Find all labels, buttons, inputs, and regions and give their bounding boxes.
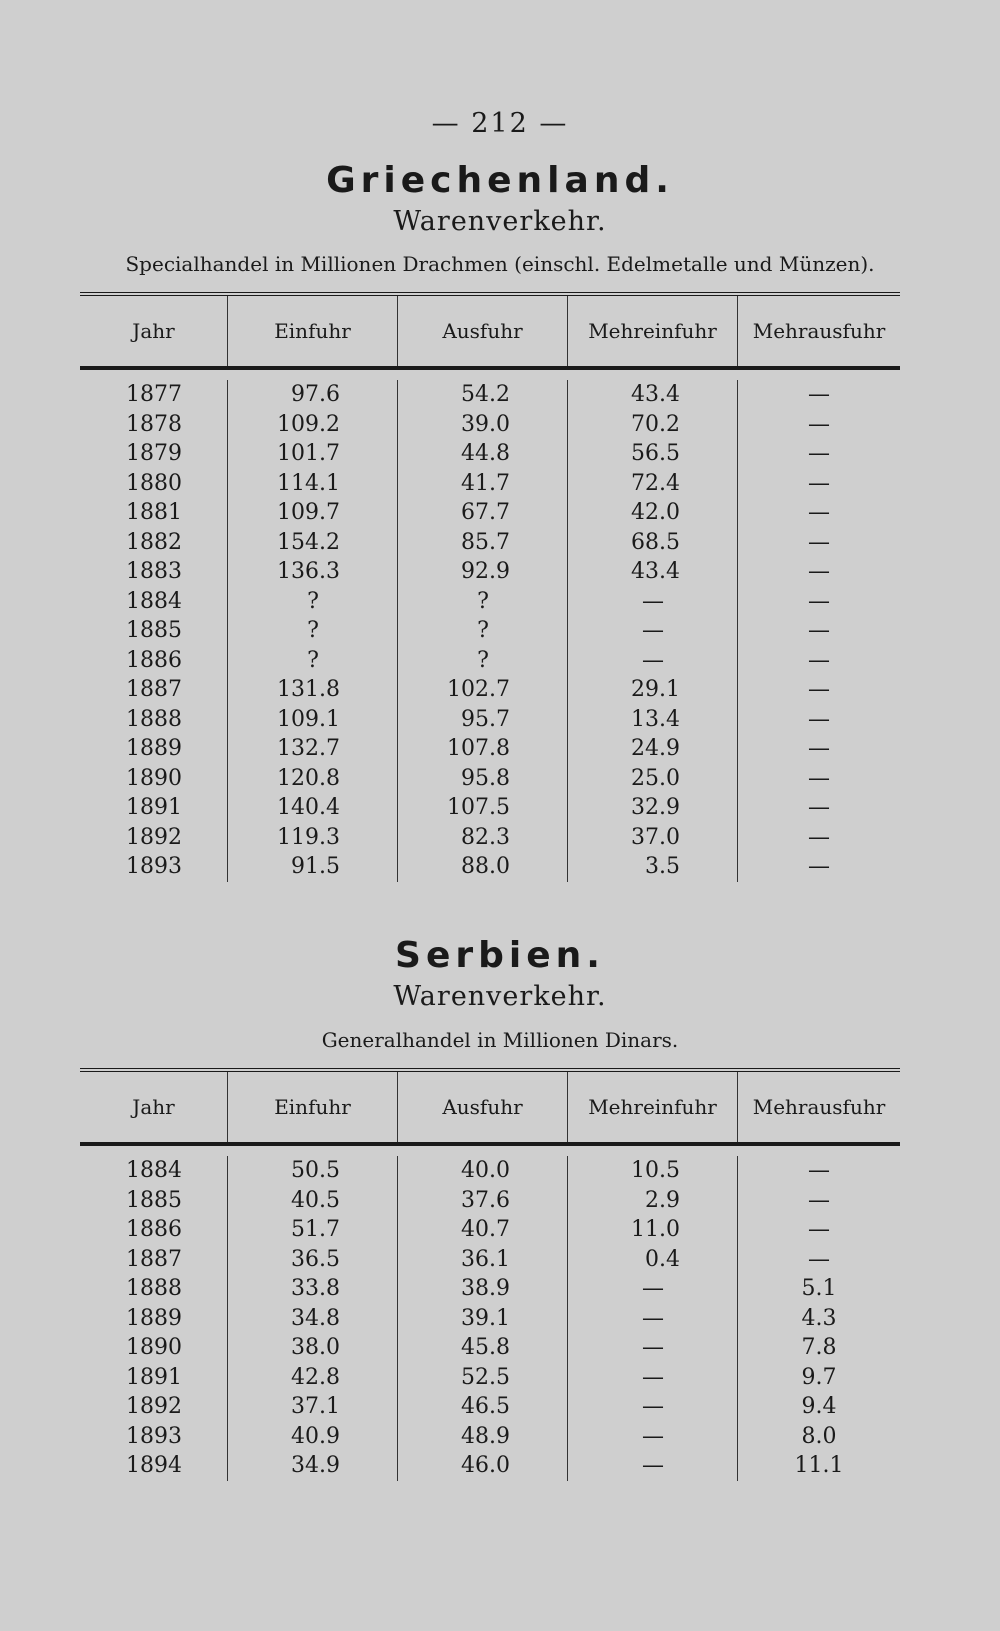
column-mehreinfuhr (567, 1156, 737, 1481)
cell-ausfuhr: 54.2 (461, 382, 510, 407)
cell-mehreinfuhr: — (642, 1394, 664, 1419)
cell-einfuhr: 37.1 (291, 1394, 340, 1419)
cell-jahr: 1885 (126, 618, 182, 643)
cell-ausfuhr: 46.0 (461, 1453, 510, 1478)
cell-einfuhr: 34.8 (291, 1305, 340, 1331)
column-einfuhr (227, 1156, 397, 1481)
cell-mehrausfuhr: 5.1 (801, 1276, 837, 1301)
column-mehreinfuhr (567, 380, 737, 882)
header-mehreinfuhr: Mehreinfuhr (567, 296, 737, 366)
cell-mehreinfuhr: 68.5 (631, 529, 680, 555)
cell-einfuhr: 97.6 (291, 382, 340, 407)
cell-mehreinfuhr: 0.4 (645, 1246, 680, 1272)
cell-jahr: 1891 (126, 1364, 182, 1390)
cell-mehreinfuhr: — (642, 1423, 664, 1449)
column-ausfuhr (397, 380, 567, 882)
cell-ausfuhr: 88.0 (461, 854, 510, 879)
cell-mehreinfuhr: — (642, 1335, 664, 1360)
cell-mehreinfuhr: 32.9 (631, 795, 680, 820)
cell-einfuhr: 154.2 (277, 529, 340, 555)
column-einfuhr (227, 380, 397, 882)
cell-ausfuhr: 102.7 (447, 677, 510, 702)
cell-einfuhr: 109.7 (277, 500, 340, 525)
section-caption-serbia: Generalhandel in Millionen Dinars. (321, 1028, 679, 1052)
cell-ausfuhr: 40.0 (461, 1158, 510, 1183)
cell-mehreinfuhr: 29.1 (631, 677, 680, 702)
cell-mehrausfuhr: — (808, 1217, 830, 1242)
cell-einfuhr: 91.5 (291, 854, 340, 879)
cell-jahr: 1884 (126, 1158, 182, 1183)
cell-jahr: 1887 (126, 677, 182, 702)
cell-einfuhr: 36.5 (291, 1246, 340, 1272)
cell-einfuhr: 101.7 (277, 441, 340, 466)
cell-ausfuhr: 48.9 (461, 1423, 510, 1449)
cell-einfuhr: 50.5 (291, 1158, 340, 1183)
header-einfuhr: Einfuhr (227, 1072, 397, 1142)
cell-einfuhr: ? (307, 618, 319, 643)
section-title-greece: Griechenland. (326, 160, 674, 201)
cell-einfuhr: ? (307, 588, 319, 614)
cell-jahr: 1888 (126, 706, 182, 732)
cell-jahr: 1890 (126, 765, 182, 791)
cell-jahr: 1879 (126, 441, 182, 466)
cell-mehrausfuhr: 4.3 (801, 1305, 837, 1331)
table-body (80, 1146, 900, 1495)
cell-mehrausfuhr: 8.0 (801, 1423, 837, 1449)
section-caption-greece: Specialhandel in Millionen Drachmen (einschl. Edelmetalle und Münzen). (125, 252, 875, 276)
section-subtitle-greece: Warenverkehr. (393, 206, 607, 237)
table-serbia (80, 1068, 900, 1495)
cell-einfuhr: 120.8 (277, 765, 340, 791)
cell-ausfuhr: 82.3 (461, 824, 510, 850)
cell-mehrausfuhr: — (808, 854, 830, 879)
cell-mehrausfuhr: — (808, 1246, 830, 1272)
cell-ausfuhr: 95.8 (461, 765, 510, 791)
cell-jahr: 1889 (126, 736, 182, 761)
cell-mehreinfuhr: 37.0 (631, 824, 680, 850)
cell-ausfuhr: 95.7 (461, 706, 510, 732)
cell-ausfuhr: 38.9 (461, 1276, 510, 1301)
cell-mehreinfuhr: 70.2 (631, 411, 680, 437)
cell-mehrausfuhr: 9.7 (801, 1364, 837, 1390)
cell-mehrausfuhr: — (808, 411, 830, 437)
cell-mehrausfuhr: — (808, 529, 830, 555)
header-ausfuhr: Ausfuhr (397, 1072, 567, 1142)
table-body (80, 370, 900, 896)
cell-einfuhr: 38.0 (291, 1335, 340, 1360)
table-header (80, 1072, 900, 1146)
column-ausfuhr (397, 1156, 567, 1481)
cell-mehreinfuhr: — (642, 618, 664, 643)
cell-mehreinfuhr: 11.0 (631, 1217, 680, 1242)
cell-einfuhr: 40.9 (291, 1423, 340, 1449)
cell-mehreinfuhr: 24.9 (631, 736, 680, 761)
cell-jahr: 1892 (126, 1394, 182, 1419)
table-header (80, 296, 900, 370)
cell-jahr: 1881 (126, 500, 182, 525)
cell-einfuhr: ? (307, 647, 319, 673)
cell-einfuhr: 114.1 (277, 470, 340, 496)
cell-jahr: 1893 (126, 854, 182, 879)
cell-mehreinfuhr: — (642, 588, 664, 614)
cell-mehrausfuhr: — (808, 559, 830, 584)
cell-ausfuhr: ? (477, 588, 489, 614)
cell-mehrausfuhr: — (808, 677, 830, 702)
cell-mehreinfuhr: 2.9 (645, 1187, 680, 1213)
cell-ausfuhr: 67.7 (461, 500, 510, 525)
cell-jahr: 1894 (126, 1453, 182, 1478)
cell-mehrausfuhr: — (808, 1187, 830, 1213)
header-jahr: Jahr (132, 319, 175, 343)
cell-mehreinfuhr: — (642, 647, 664, 673)
cell-jahr: 1889 (126, 1305, 182, 1331)
cell-ausfuhr: 46.5 (461, 1394, 510, 1419)
header-jahr: Jahr (132, 1095, 175, 1119)
cell-ausfuhr: 39.0 (461, 411, 510, 437)
cell-einfuhr: 109.2 (277, 411, 340, 437)
cell-einfuhr: 109.1 (277, 706, 340, 732)
cell-mehrausfuhr: — (808, 765, 830, 791)
cell-ausfuhr: 36.1 (461, 1246, 510, 1272)
cell-jahr: 1891 (126, 795, 182, 820)
cell-mehreinfuhr: 13.4 (631, 706, 680, 732)
cell-ausfuhr: 41.7 (461, 470, 510, 496)
cell-mehreinfuhr: 25.0 (631, 765, 680, 791)
header-einfuhr: Einfuhr (227, 296, 397, 366)
cell-mehreinfuhr: — (642, 1305, 664, 1331)
cell-jahr: 1886 (126, 647, 182, 673)
section-subtitle-serbia: Warenverkehr. (393, 981, 607, 1012)
cell-jahr: 1880 (126, 470, 182, 496)
cell-mehrausfuhr: 9.4 (801, 1394, 837, 1419)
cell-einfuhr: 42.8 (291, 1364, 340, 1390)
cell-ausfuhr: 44.8 (461, 441, 510, 466)
header-mehreinfuhr: Mehreinfuhr (567, 1072, 737, 1142)
header-mehrausfuhr: Mehrausfuhr (737, 1072, 900, 1142)
cell-ausfuhr: ? (477, 618, 489, 643)
column-jahr (80, 1156, 227, 1481)
cell-einfuhr: 51.7 (291, 1217, 340, 1242)
cell-mehrausfuhr: — (808, 795, 830, 820)
cell-einfuhr: 33.8 (291, 1276, 340, 1301)
cell-mehreinfuhr: 56.5 (631, 441, 680, 466)
cell-mehrausfuhr: — (808, 706, 830, 732)
cell-ausfuhr: 107.8 (447, 736, 510, 761)
column-mehrausfuhr (737, 380, 900, 882)
cell-ausfuhr: 52.5 (461, 1364, 510, 1390)
cell-ausfuhr: 45.8 (461, 1335, 510, 1360)
cell-jahr: 1878 (126, 411, 182, 437)
cell-mehrausfuhr: — (808, 647, 830, 673)
cell-ausfuhr: 39.1 (461, 1305, 510, 1331)
cell-jahr: 1877 (126, 382, 182, 407)
cell-mehrausfuhr: — (808, 382, 830, 407)
cell-jahr: 1885 (126, 1187, 182, 1213)
cell-mehrausfuhr: — (808, 618, 830, 643)
cell-mehrausfuhr: — (808, 1158, 830, 1183)
table-greece (80, 292, 900, 896)
cell-mehrausfuhr: — (808, 588, 830, 614)
cell-einfuhr: 40.5 (291, 1187, 340, 1213)
cell-mehreinfuhr: — (642, 1453, 664, 1478)
cell-einfuhr: 34.9 (291, 1453, 340, 1478)
cell-mehrausfuhr: — (808, 441, 830, 466)
cell-mehreinfuhr: 10.5 (631, 1158, 680, 1183)
cell-mehreinfuhr: 42.0 (631, 500, 680, 525)
cell-jahr: 1883 (126, 559, 182, 584)
cell-einfuhr: 140.4 (277, 795, 340, 820)
cell-jahr: 1887 (126, 1246, 182, 1272)
cell-mehreinfuhr: 72.4 (631, 470, 680, 496)
cell-mehreinfuhr: 3.5 (645, 854, 680, 879)
cell-ausfuhr: 40.7 (461, 1217, 510, 1242)
cell-jahr: 1892 (126, 824, 182, 850)
cell-jahr: 1886 (126, 1217, 182, 1242)
cell-mehreinfuhr: 43.4 (631, 382, 680, 407)
cell-ausfuhr: 37.6 (461, 1187, 510, 1213)
cell-jahr: 1890 (126, 1335, 182, 1360)
column-jahr (80, 380, 227, 882)
page-number: — 212 — (431, 108, 569, 139)
cell-ausfuhr: 85.7 (461, 529, 510, 555)
cell-mehreinfuhr: — (642, 1276, 664, 1301)
cell-jahr: 1882 (126, 529, 182, 555)
cell-einfuhr: 119.3 (277, 824, 340, 850)
cell-mehrausfuhr: — (808, 470, 830, 496)
cell-ausfuhr: 92.9 (461, 559, 510, 584)
cell-mehrausfuhr: 7.8 (801, 1335, 837, 1360)
cell-mehrausfuhr: — (808, 824, 830, 850)
cell-einfuhr: 132.7 (277, 736, 340, 761)
cell-mehrausfuhr: 11.1 (794, 1453, 844, 1478)
header-ausfuhr: Ausfuhr (397, 296, 567, 366)
cell-ausfuhr: 107.5 (447, 795, 510, 820)
header-mehrausfuhr: Mehrausfuhr (737, 296, 900, 366)
cell-einfuhr: 131.8 (277, 677, 340, 702)
cell-mehrausfuhr: — (808, 736, 830, 761)
cell-einfuhr: 136.3 (277, 559, 340, 584)
section-title-serbia: Serbien. (395, 935, 605, 976)
cell-mehreinfuhr: 43.4 (631, 559, 680, 584)
cell-mehrausfuhr: — (808, 500, 830, 525)
cell-jahr: 1893 (126, 1423, 182, 1449)
cell-ausfuhr: ? (477, 647, 489, 673)
cell-jahr: 1888 (126, 1276, 182, 1301)
column-mehrausfuhr (737, 1156, 900, 1481)
cell-mehreinfuhr: — (642, 1364, 664, 1390)
cell-jahr: 1884 (126, 588, 182, 614)
